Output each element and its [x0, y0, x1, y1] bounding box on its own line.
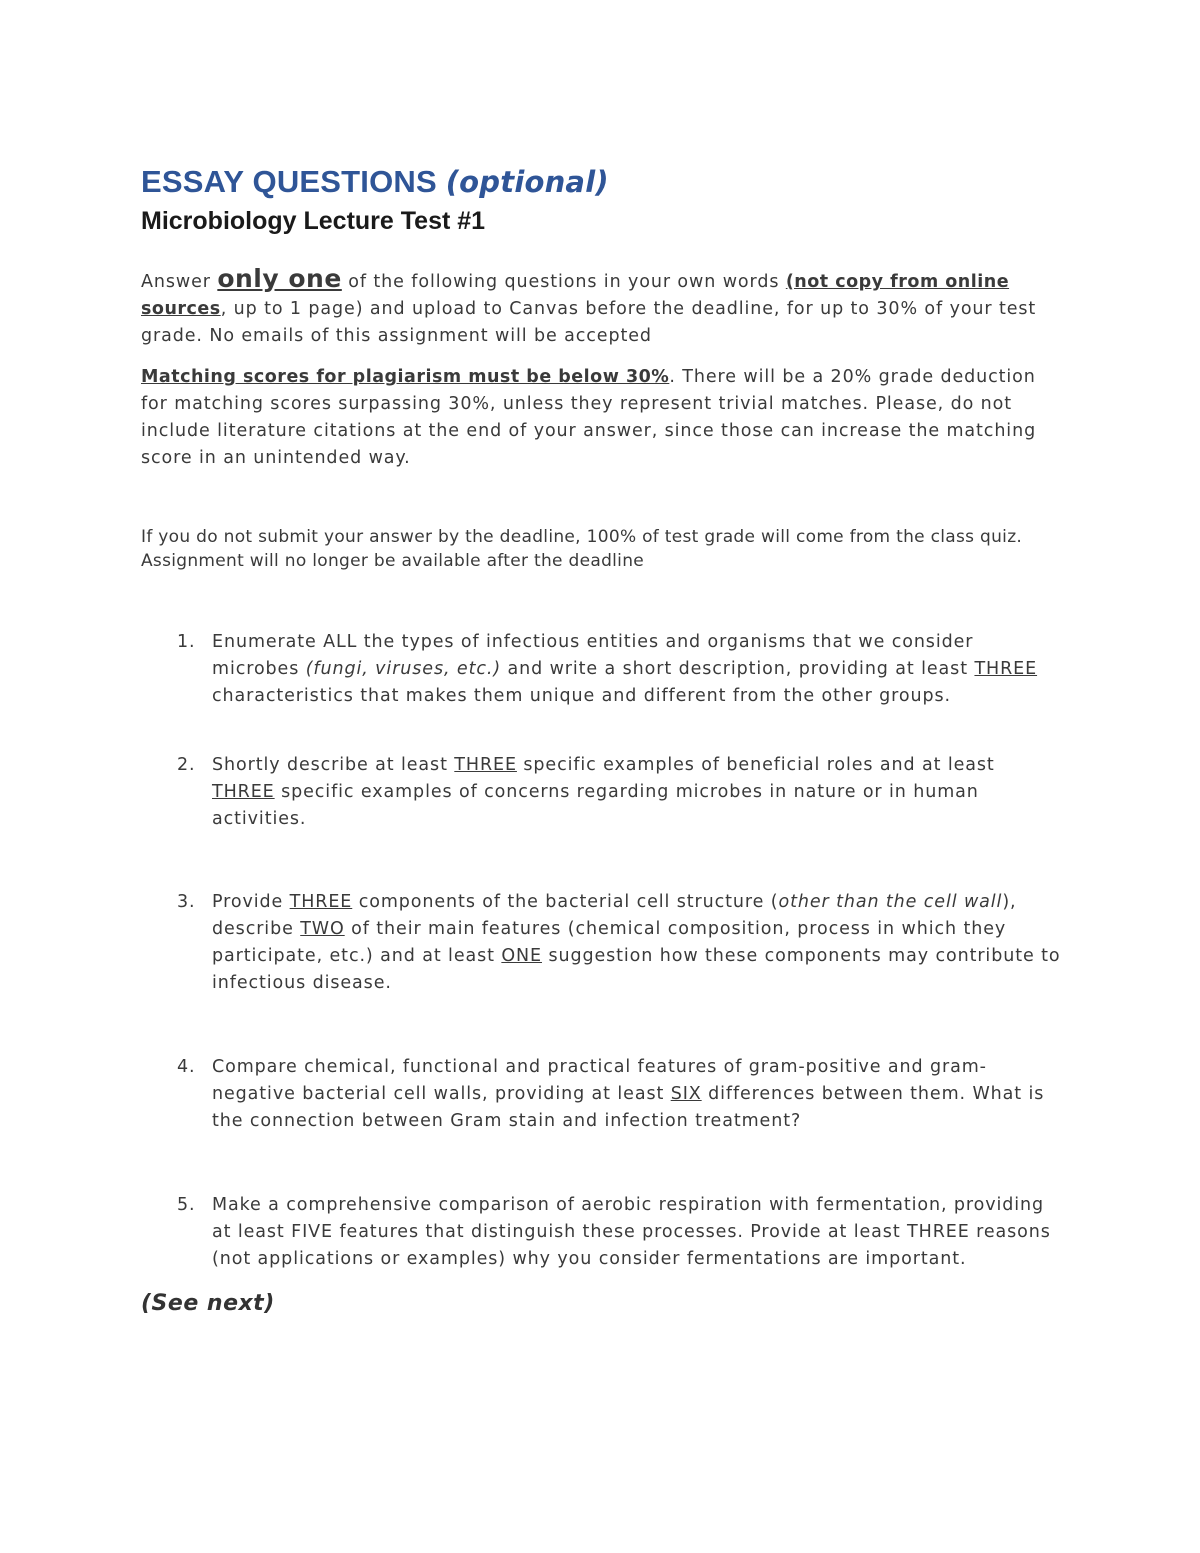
- title-optional: (optional): [445, 165, 609, 199]
- plagiarism-bold: Matching scores for plagiarism must be below 30%: [141, 367, 670, 387]
- question-text-underline: THREE: [212, 782, 275, 802]
- question-text-underline: THREE: [454, 755, 517, 775]
- question-text-underline: THREE: [289, 892, 353, 912]
- question-text: suggestion how these components may contribute to infectious disease.: [212, 946, 1061, 993]
- question-list: [141, 629, 1061, 1273]
- question-text: Enumerate ALL the types of infectious entities and organisms that we consider microbes: [212, 632, 974, 679]
- question-3: [141, 889, 1061, 997]
- plagiarism-text: . There will be a 20% grade deduction for matching scores surpassing 30%, unless they represent trivial matches. Please, do not include literature citations at the end of your answer, since those can increase the matching score in an unintended way.: [141, 367, 1037, 468]
- question-text: and write a short description, providing at least: [501, 659, 975, 679]
- question-2: [141, 752, 1061, 833]
- question-text: specific examples of beneficial roles and at least: [516, 755, 995, 775]
- intro-text-1: Answer: [141, 272, 218, 292]
- document-title: [141, 160, 1061, 204]
- question-text: Provide: [212, 892, 290, 912]
- question-number: 3.: [177, 892, 196, 912]
- title-main: ESSAY QUESTIONS: [141, 164, 437, 199]
- question-text: differences between them. What is the connection between Gram stain and infection treatment?: [212, 1084, 1045, 1131]
- question-4: [141, 1054, 1061, 1135]
- question-text-italic: (fungi, viruses, etc.): [305, 659, 502, 679]
- question-text: Compare chemical, functional and practical features of gram-positive and gram-negative bacterial cell walls, providing at least: [212, 1057, 987, 1104]
- question-text: specific examples of concerns regarding microbes in nature or in human activities.: [212, 782, 979, 829]
- question-5: [141, 1192, 1061, 1273]
- intro-not-copy: (not copy from online sources: [141, 272, 1010, 319]
- intro-only-one: only one: [217, 264, 342, 293]
- question-number: 4.: [177, 1057, 196, 1077]
- plagiarism-paragraph: [141, 364, 1061, 472]
- question-text: of their main features (chemical composition, process in which they participate, etc.) and at least: [212, 919, 1007, 966]
- question-1: [141, 629, 1061, 710]
- question-text-underline: ONE: [501, 946, 542, 966]
- question-text-underline: TWO: [300, 919, 345, 939]
- question-text: ), describe: [212, 892, 1017, 939]
- document-page: [141, 160, 1061, 1316]
- question-number: 2.: [177, 755, 196, 775]
- question-number: 1.: [177, 632, 196, 652]
- document-subtitle: Microbiology Lecture Test #1: [141, 207, 486, 235]
- question-text: characteristics that makes them unique and different from the other groups.: [212, 686, 951, 706]
- see-next-note: (See next): [141, 1291, 275, 1316]
- question-text-italic: other than the cell wall: [778, 892, 1003, 912]
- question-text: components of the bacterial cell structure (: [352, 892, 779, 912]
- question-text-underline: SIX: [670, 1084, 702, 1104]
- question-text-underline: THREE: [974, 659, 1038, 679]
- deadline-note: If you do not submit your answer by the deadline, 100% of test grade will come from the class quiz. Assignment will no longer be available after the deadline: [141, 527, 1023, 571]
- intro-text-2: of the following questions in your own words: [341, 272, 786, 292]
- question-text: Make a comprehensive comparison of aerobic respiration with fermentation, providing at least FIVE features that distinguish these processes. Provide at least THREE reasons (not applications or examples) why you consider fermentations are important.: [212, 1195, 1051, 1269]
- intro-text-3: , up to 1 page) and upload to Canvas before the deadline, for up to 30% of your test grade. No emails of this assignment will be accepted: [141, 299, 1037, 346]
- question-number: 5.: [177, 1195, 196, 1215]
- question-text: Shortly describe at least: [212, 755, 455, 775]
- intro-paragraph: [141, 265, 1061, 350]
